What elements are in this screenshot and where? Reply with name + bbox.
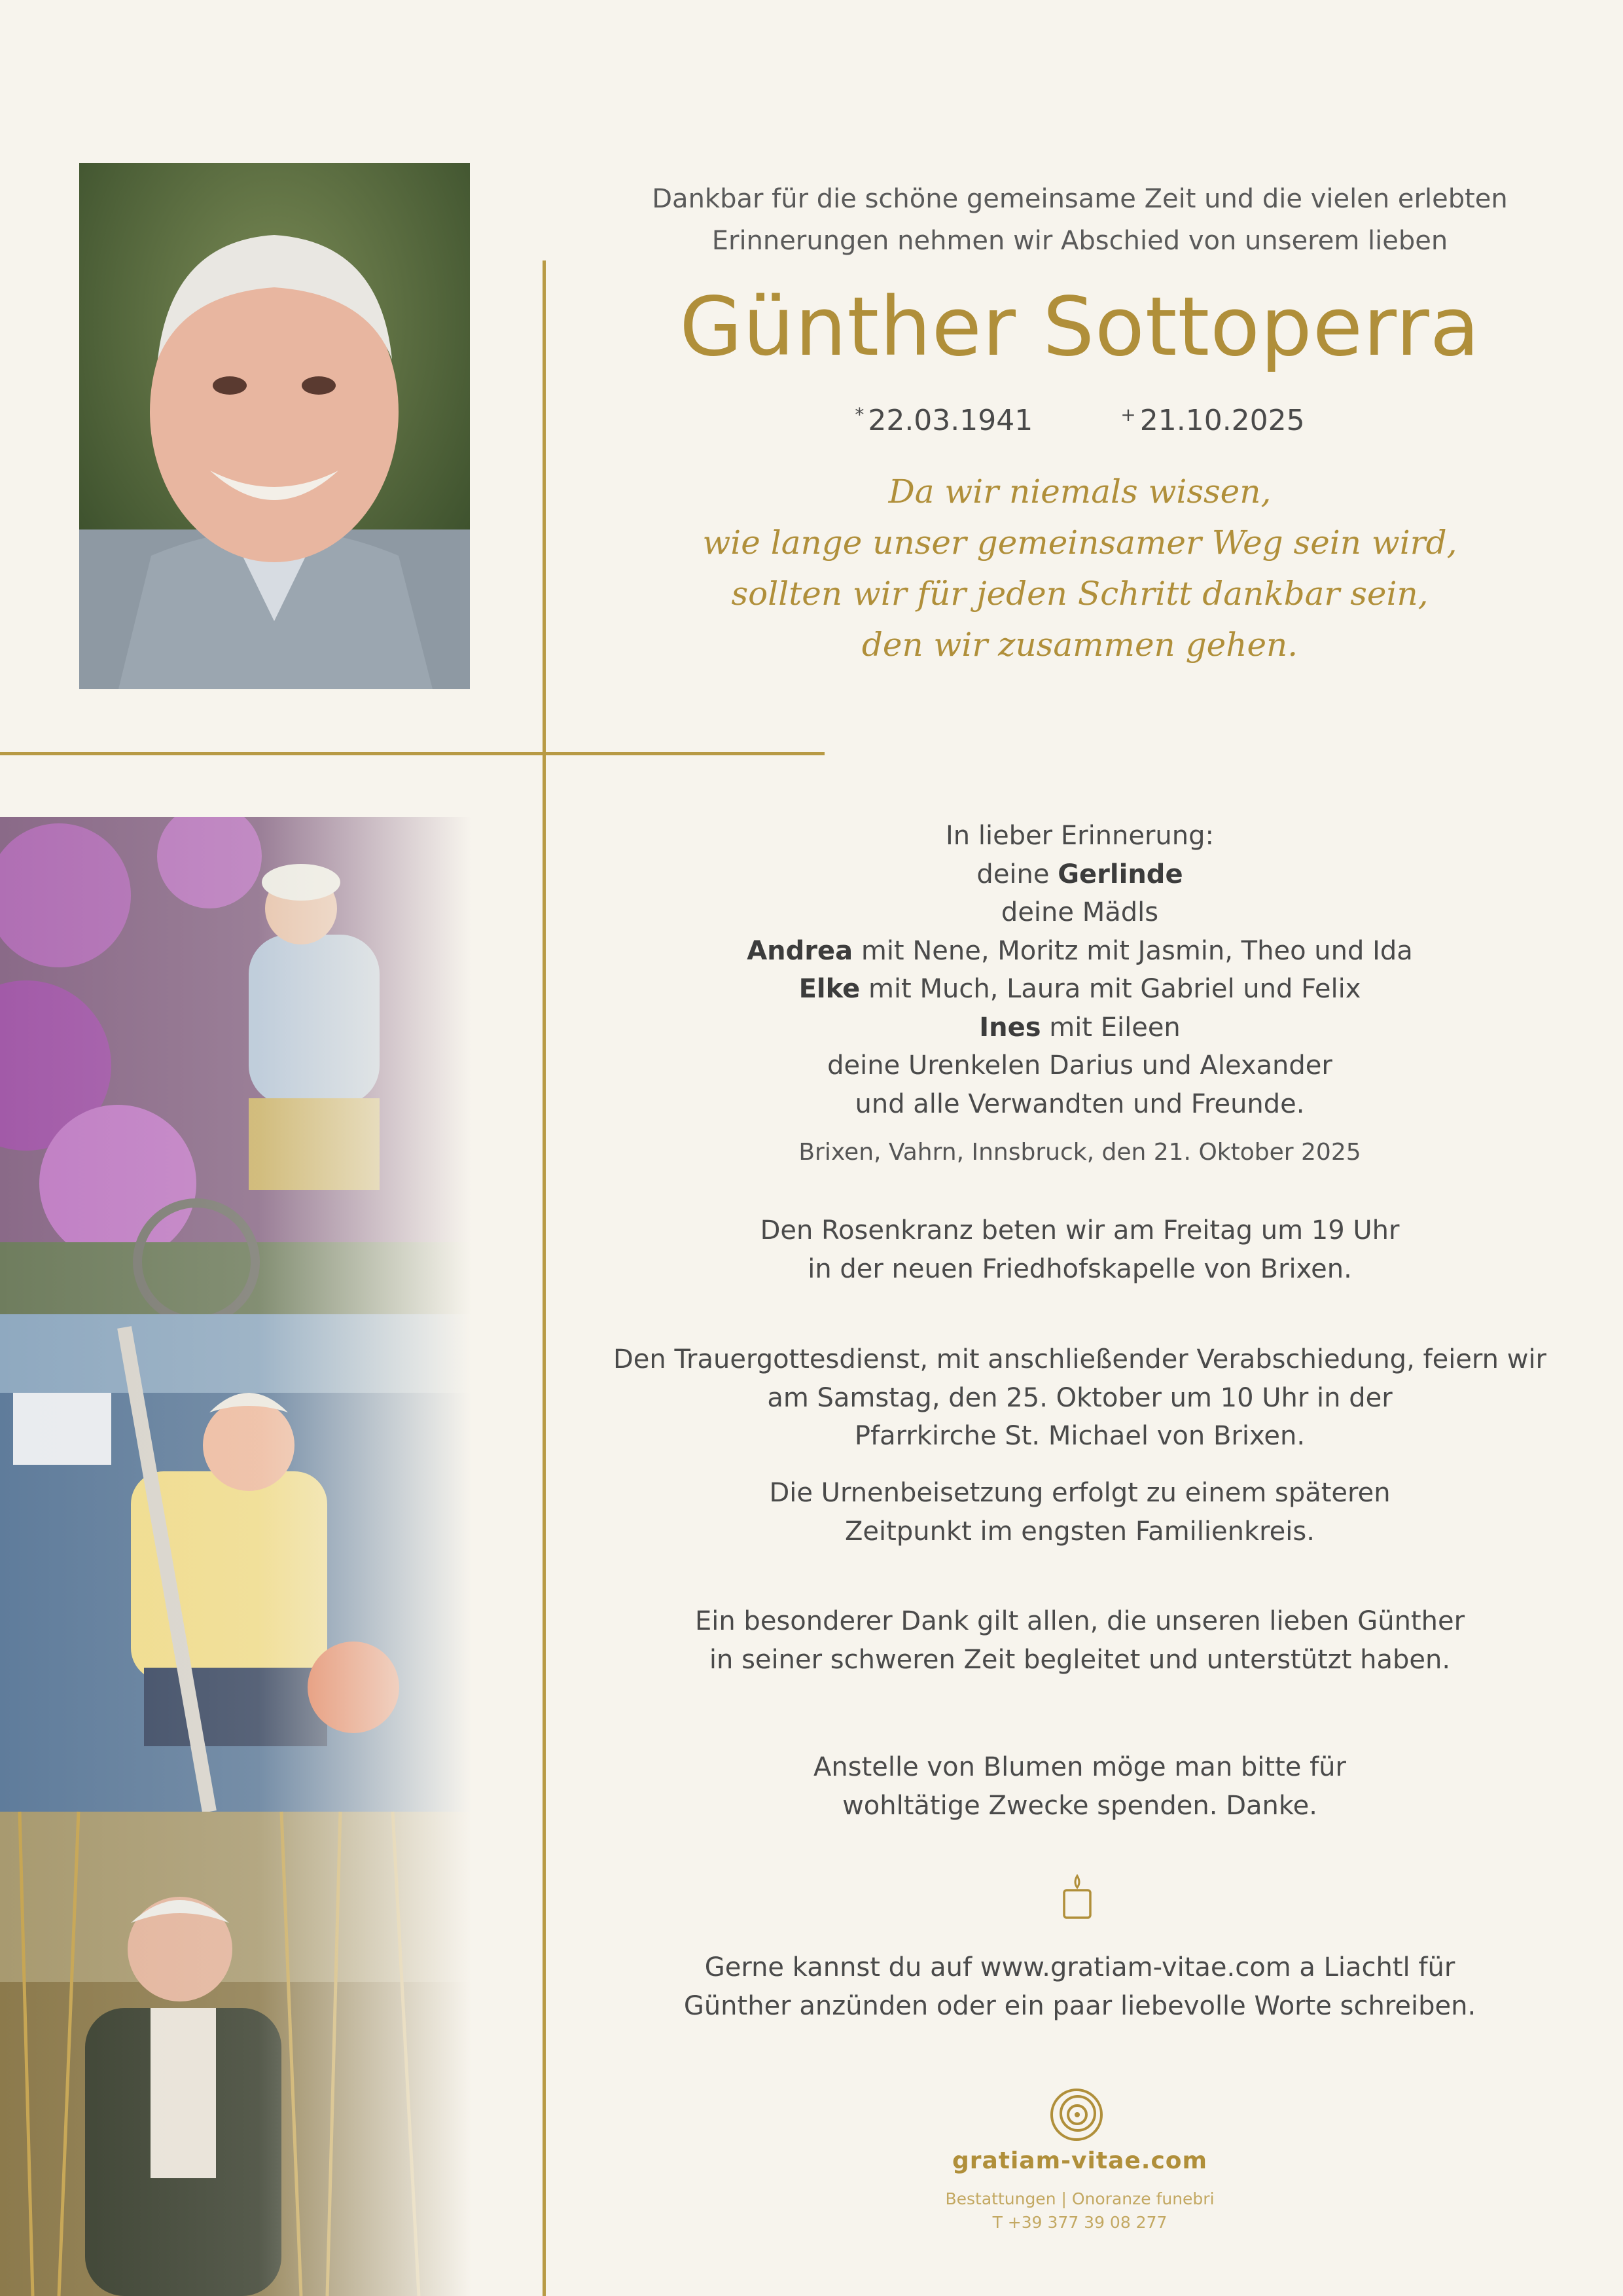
family-line-ines: Ines mit Eileen xyxy=(979,1012,1181,1043)
photo-collage xyxy=(0,817,471,2296)
quote-line: Da wir niemals wissen, xyxy=(888,473,1272,511)
rosenkranz-text: Den Rosenkranz beten wir am Freitag um 19 Uhr in der neuen Friedhofskapelle von Brixen. xyxy=(760,1215,1400,1284)
brand-services: Bestattungen | Onoranze funebri xyxy=(945,2189,1215,2208)
spiral-logo-icon xyxy=(1047,2085,1106,2144)
family-line-andrea: Andrea mit Nene, Moritz mit Jasmin, Theo und Ida xyxy=(747,935,1413,966)
birth-date: * 22.03.1941 xyxy=(855,404,1033,437)
candle-icon xyxy=(1059,1873,1096,1920)
death-date: + 21.10.2025 xyxy=(1120,404,1305,437)
quote-line: sollten wir für jeden Schritt dankbar sein, xyxy=(731,575,1429,613)
online-condolence-text: Gerne kannst du auf www.gratiam-vitae.com a Liachtl für Günther anzünden oder ein paar liebevolle Worte schreiben. xyxy=(683,1952,1476,2021)
family-line-elke: Elke mit Much, Laura mit Gabriel und Felix xyxy=(798,974,1361,1004)
thanks-text: Ein besonderer Dank gilt allen, die unseren lieben Günther in seiner schweren Zeit begleitet und unterstützt haben. xyxy=(694,1606,1465,1675)
family-line-verwandte: und alle Verwandten und Freunde. xyxy=(855,1088,1305,1119)
family-line-maedls: deine Mädls xyxy=(1001,897,1159,927)
family-heading: In lieber Erinnerung: xyxy=(945,821,1215,851)
intro-line-1: Dankbar für die schöne gemeinsame Zeit und die vielen erlebten xyxy=(652,184,1508,214)
intro-line-2: Erinnerungen nehmen wir Abschied von unserem lieben xyxy=(711,226,1448,256)
family-line-gerlinde: deine Gerlinde xyxy=(976,859,1183,889)
place-and-date: Brixen, Vahrn, Innsbruck, den 21. Oktober 2025 xyxy=(798,1139,1361,1166)
deceased-name: Günther Sottoperra xyxy=(679,280,1480,374)
quote-line: wie lange unser gemeinsamer Weg sein wird, xyxy=(702,524,1457,562)
brand-phone: T +39 377 39 08 277 xyxy=(992,2213,1168,2232)
donation-text: Anstelle von Blumen möge man bitte für wohltätige Zwecke spenden. Danke. xyxy=(813,1752,1346,1821)
urn-burial-text: Die Urnenbeisetzung erfolgt zu einem späteren Zeitpunkt im engsten Familienkreis. xyxy=(769,1478,1391,1547)
intro-text xyxy=(589,178,1571,262)
memorial-quote xyxy=(589,466,1571,670)
life-dates xyxy=(589,395,1571,440)
quote-line: den wir zusammen gehen. xyxy=(861,626,1298,664)
cross-horizontal-line xyxy=(0,752,825,755)
birth-symbol: * xyxy=(855,404,865,425)
death-symbol: + xyxy=(1120,404,1136,425)
family-list xyxy=(589,817,1571,1123)
portrait-photo xyxy=(79,163,470,689)
cross-vertical-line xyxy=(543,260,546,2296)
funeral-service-text: Den Trauergottesdienst, mit anschließender Verabschiedung, feiern wir am Samstag, den 25. Oktober um 10 Uhr in der Pfarrkirche St. Michael von Brixen. xyxy=(613,1344,1546,1451)
brand-name: gratiam-vitae.com xyxy=(952,2147,1208,2174)
family-line-urenkel: deine Urenkelen Darius und Alexander xyxy=(827,1050,1332,1081)
